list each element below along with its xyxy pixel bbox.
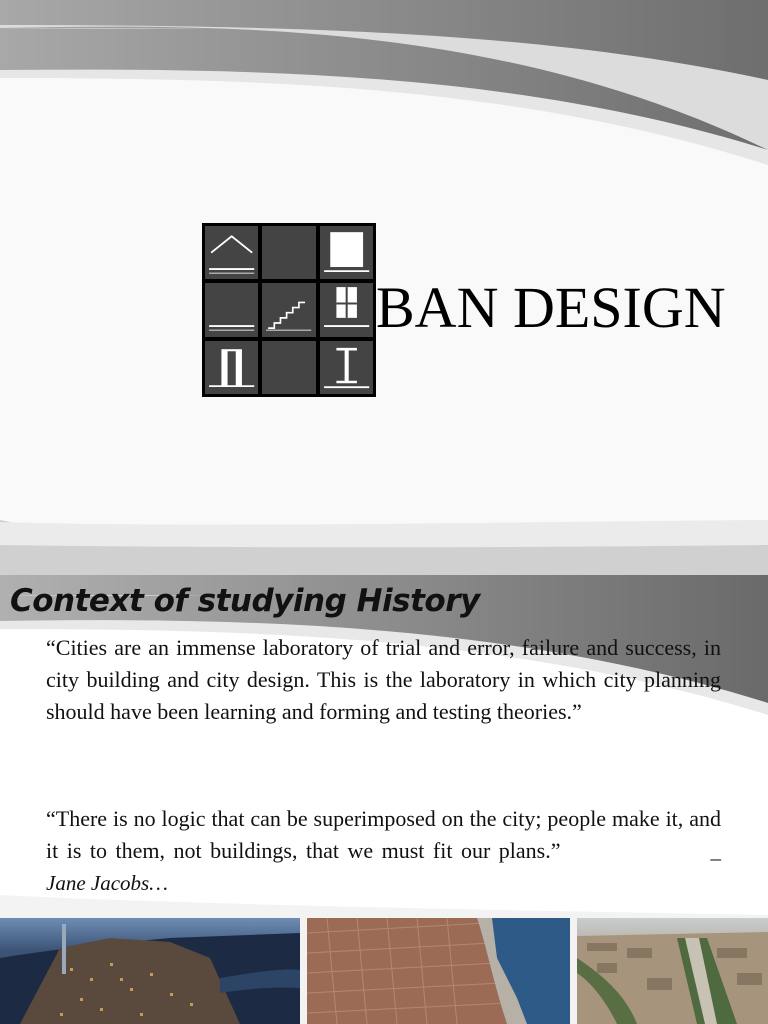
aerial-boulevard-city-photo <box>577 918 768 1024</box>
stairs-icon <box>262 283 315 336</box>
slide-title: BAN DESIGN <box>376 275 726 340</box>
quote-laboratory: “Cities are an immense laboratory of trial and error, failure and success, in city building and city design. This is the laboratory in which city planning should have been learning and forming and testing theories.” <box>46 635 721 724</box>
roof-icon <box>205 226 258 279</box>
window-icon <box>320 283 373 336</box>
quote-logic-text: “There is no logic that can be superimposed on the city; people make it, and it is to them, not buildings, that we must fit our plans.” <box>46 806 721 863</box>
content-slide <box>0 575 768 1024</box>
quote-attribution: _ Jane Jacobs… <box>46 839 721 895</box>
square-window-icon <box>320 226 373 279</box>
blank-icon <box>262 341 315 394</box>
blank-icon <box>262 226 315 279</box>
aerial-grid-city-coast-photo <box>307 918 570 1024</box>
quote-logic <box>46 803 721 899</box>
column-icon <box>320 341 373 394</box>
slide-heading: Context of studying History <box>10 583 480 619</box>
door-icon <box>205 341 258 394</box>
floor-line-icon <box>205 283 258 336</box>
urban-design-logo <box>202 223 376 397</box>
aerial-city-dusk-photo <box>0 918 300 1024</box>
